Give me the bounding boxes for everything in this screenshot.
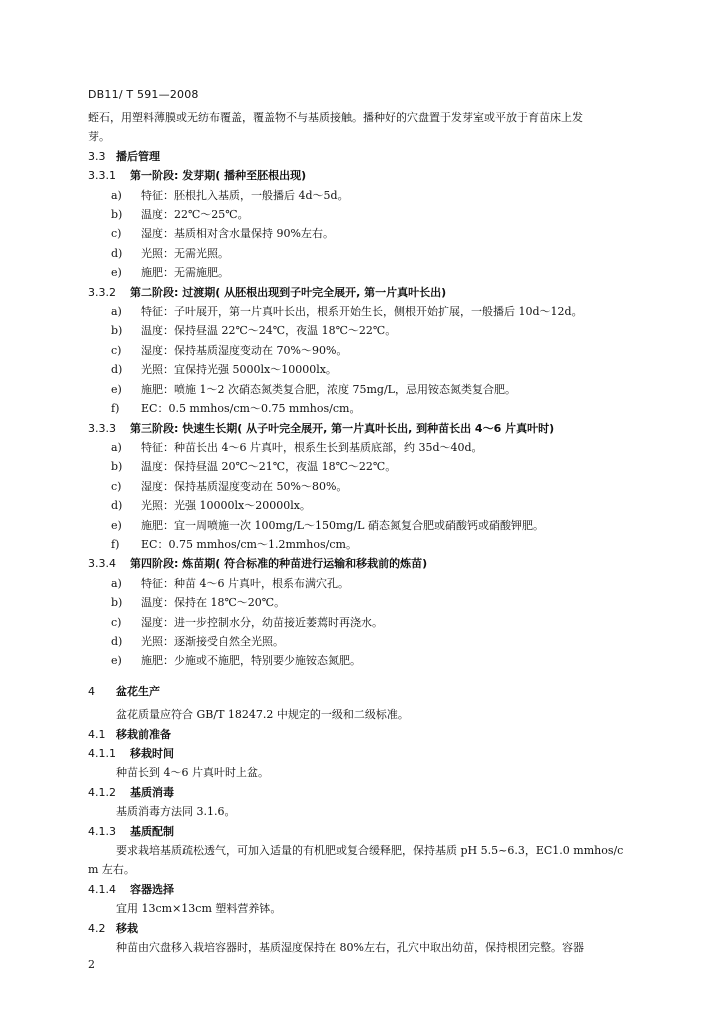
list-item-text: 光照：无需光照。 [141, 246, 229, 260]
list-item-text: 特征：子叶展开，第一片真叶长出，根系开始生长，侧根开始扩展，一般播后 10d～12d。 [141, 305, 583, 319]
list-marker: e) [111, 382, 122, 396]
section-4-1-1-heading [88, 744, 660, 763]
section-3-3-1-heading [88, 166, 660, 185]
section-title: 移栽时间 [130, 747, 174, 760]
section-3-3-4-heading [88, 554, 660, 573]
list-item [88, 263, 660, 282]
section-number: 3.3.3 [88, 421, 116, 435]
list-marker: d) [111, 634, 123, 648]
section-number: 4.1.3 [88, 824, 116, 838]
list-item [88, 477, 660, 496]
list-item [88, 380, 660, 399]
section-number: 4.1.1 [88, 747, 116, 760]
section-4-1-heading [88, 725, 660, 744]
list-marker: e) [111, 266, 122, 280]
section-title: 移栽 [116, 921, 138, 935]
list-item-text: 施肥：少施或不施肥，特别要少施铵态氮肥。 [141, 654, 361, 668]
list-item-text: 湿度：保持基质湿度变动在 50%～80%。 [141, 479, 348, 493]
intro-line-2: 芽。 [88, 130, 110, 144]
section-4-2-heading [88, 919, 660, 938]
section-3-3-3-heading [88, 419, 660, 438]
list-item-text: 湿度：进一步控制水分，幼苗接近萎蔫时再浇水。 [141, 615, 383, 629]
list-marker: a) [111, 305, 122, 319]
list-item-text: 温度：保持在 18℃～20℃。 [141, 596, 286, 610]
list-marker: c) [111, 615, 122, 629]
list-marker: f) [111, 402, 120, 416]
section-title: 第四阶段: 炼苗期( 符合标准的种苗进行运输和移栽前的炼苗) [130, 557, 428, 571]
list-marker: e) [111, 518, 122, 532]
list-item [88, 632, 660, 651]
section-number: 3.3.4 [88, 557, 116, 571]
section-3-3-heading [88, 147, 660, 166]
section-number: 3.3.1 [88, 169, 116, 183]
document-id-header: DB11/ T 591—2008 [88, 88, 199, 101]
section-number: 3.3.2 [88, 285, 116, 299]
list-marker: a) [111, 576, 122, 590]
section-4-1-3-heading [88, 822, 660, 841]
list-marker: b) [111, 596, 123, 610]
section-number: 4.1 [88, 727, 106, 741]
list-item [88, 516, 660, 535]
list-item-text: EC：0.5 mmhos/cm～0.75 mmhos/cm。 [141, 402, 361, 416]
list-item [88, 205, 660, 224]
list-item-text: 湿度：基质相对含水量保持 90%左右。 [141, 227, 334, 241]
section-title: 容器选择 [130, 882, 174, 896]
list-marker: c) [111, 343, 122, 357]
section-title: 移栽前准备 [116, 727, 171, 741]
section-4-1-4-heading [88, 880, 660, 899]
list-item [88, 321, 660, 340]
section-title: 第三阶段: 快速生长期( 从子叶完全展开, 第一片真叶长出, 到种苗长出 4～6 片真叶时) [130, 421, 555, 435]
list-item-text: 特征：种苗长出 4～6 片真叶，根系生长到基质底部，约 35d～40d。 [141, 440, 483, 454]
section-number: 4.1.4 [88, 882, 116, 896]
section-number: 4.1.2 [88, 785, 116, 799]
list-item [88, 224, 660, 243]
list-item [88, 360, 660, 379]
intro-line-1: 蛭石，用塑料薄膜或无纺布覆盖，覆盖物不与基质接触。播种好的穴盘置于发芽室或平放于育苗床上发 [88, 111, 583, 124]
section-4-1-2-heading [88, 783, 660, 802]
list-item-text: 特征：种苗 4～6 片真叶，根系布满穴孔。 [141, 576, 349, 590]
section-4-2-body: 种苗由穴盘移入栽培容器时，基质湿度保持在 80%左右，孔穴中取出幼苗，保持根团完整。容器 [116, 941, 584, 955]
section-4-body: 盆花质量应符合 GB/T 18247.2 中规定的一级和二级标准。 [116, 708, 409, 722]
list-item-text: 湿度：保持基质湿度变动在 70%～90%。 [141, 343, 348, 357]
list-item [88, 496, 660, 515]
list-item [88, 593, 660, 612]
section-number: 4 [88, 684, 95, 698]
list-item-text: 温度：22℃～25℃。 [141, 208, 249, 222]
list-item-text: 温度：保持昼温 22℃～24℃，夜温 18℃～22℃。 [141, 324, 397, 338]
list-marker: c) [111, 479, 122, 493]
section-title: 第二阶段: 过渡期( 从胚根出现到子叶完全展开, 第一片真叶长出) [130, 285, 447, 299]
document-body [88, 108, 660, 957]
section-4-1-2-body: 基质消毒方法同 3.1.6。 [116, 805, 236, 819]
section-title: 基质消毒 [130, 785, 174, 799]
list-item-text: 特征：胚根扎入基质，一般播后 4d～5d。 [141, 188, 349, 202]
list-marker: d) [111, 363, 123, 377]
list-item [88, 535, 660, 554]
list-item-text: 光照：逐渐接受自然全光照。 [141, 634, 284, 648]
list-marker: b) [111, 208, 123, 222]
section-4-1-4-body: 宜用 13cm×13cm 塑料营养钵。 [116, 902, 282, 916]
list-item-text: 光照：光强 10000lx～20000lx。 [141, 499, 311, 513]
list-item [88, 341, 660, 360]
list-item-text: 施肥：无需施肥。 [141, 266, 229, 280]
list-item-text: 温度：保持昼温 20℃～21℃，夜温 18℃～22℃。 [141, 460, 397, 474]
section-title: 盆花生产 [116, 684, 160, 698]
list-item [88, 574, 660, 593]
list-item [88, 613, 660, 632]
list-item [88, 186, 660, 205]
list-marker: d) [111, 499, 123, 513]
list-marker: b) [111, 460, 123, 474]
list-item [88, 244, 660, 263]
list-marker: d) [111, 246, 123, 260]
page-number: 2 [88, 958, 95, 971]
list-item [88, 651, 660, 670]
section-3-3-2-heading [88, 283, 660, 302]
section-title: 播后管理 [116, 149, 160, 163]
list-item [88, 399, 660, 418]
list-item [88, 438, 660, 457]
section-4-heading [88, 682, 660, 701]
list-item [88, 457, 660, 476]
list-item-text: 光照：宜保持光强 5000lx～10000lx。 [141, 363, 337, 377]
section-4-1-3-body-line-2: m 左右。 [88, 863, 135, 877]
list-marker: c) [111, 227, 122, 241]
list-marker: b) [111, 324, 123, 338]
section-number: 4.2 [88, 921, 106, 935]
section-4-1-1-body: 种苗长到 4～6 片真叶时上盆。 [116, 766, 269, 780]
list-item [88, 302, 660, 321]
section-4-1-3-body-line-1: 要求栽培基质疏松透气，可加入适量的有机肥或复合缓释肥，保持基质 pH 5.5~6.3，EC1.0 mmhos/c [116, 844, 624, 858]
list-item-text: EC：0.75 mmhos/cm～1.2mmhos/cm。 [141, 537, 357, 551]
list-item-text: 施肥：宜一周喷施一次 100mg/L～150mg/L 硝态氮复合肥或硝酸钙或硝酸钾肥。 [141, 518, 544, 532]
list-marker: f) [111, 537, 120, 551]
list-item-text: 施肥：喷施 1～2 次硝态氮类复合肥，浓度 75mg/L，忌用铵态氮类复合肥。 [141, 382, 516, 396]
section-number: 3.3 [88, 149, 106, 163]
section-title: 基质配制 [130, 824, 174, 838]
list-marker: a) [111, 440, 122, 454]
list-marker: a) [111, 188, 122, 202]
section-title: 第一阶段: 发芽期( 播种至胚根出现) [130, 169, 307, 183]
list-marker: e) [111, 654, 122, 668]
